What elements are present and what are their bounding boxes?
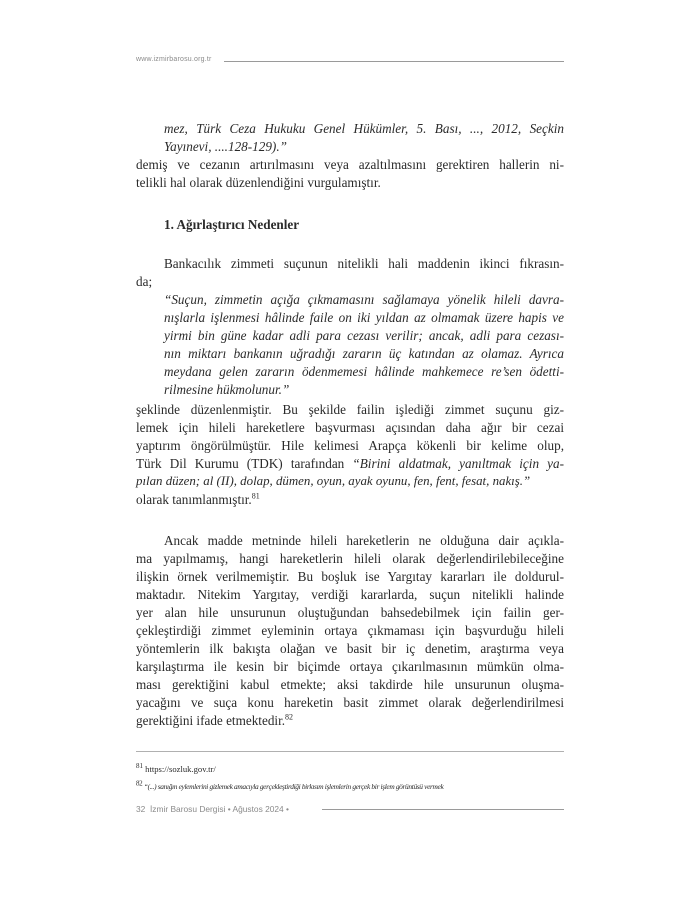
- para3-line-1: şeklinde düzenlenmiştir. Bu şekilde failin işlediği zimmet suçunu giz-: [136, 402, 564, 417]
- quote1-line-1: mez, Türk Ceza Hukuku Genel Hükümler, 5. Bası, ..., 2012, Seçkin: [164, 121, 564, 136]
- footnote-ref-82: 82: [285, 712, 294, 722]
- para4-line-8: karşılaştırma ile kesin bir biçimde ortaya çıkarılmasının mümkün olma-: [136, 659, 564, 674]
- footnote-ref-81: 81: [251, 491, 260, 501]
- para4-line-11: [136, 713, 293, 729]
- para2-line-1: Bankacılık zimmeti suçunun nitelikli hali maddenin ikinci fıkrasın-: [164, 256, 564, 271]
- quote2-line-1: “Suçun, zimmetin açığa çıkmamasını sağlamaya yönelik hileli davra-: [164, 292, 564, 307]
- footnote-81: [136, 764, 216, 774]
- para4-line-2: ma yapılmamış, hangi hareketlerin hileli olarak değerlendirilebileceğine: [136, 551, 564, 566]
- header-url: www.izmirbarosu.org.tr: [136, 56, 212, 63]
- footnote-82: [136, 779, 444, 791]
- para1-line-2: telikli hal olarak düzenlendiğini vurgulamıştır.: [136, 175, 381, 190]
- para4-line-7: yöntemlerin ilk bakışta olağan ve basit bir iç denetim, araştırma veya: [136, 641, 564, 656]
- tdk-definition-end: pılan düzen; al (II), dolap, dümen, oyun, ayak oyunu, fen, fent, fesat, nakış.”: [136, 474, 531, 488]
- para3-line-6: [136, 492, 260, 508]
- para4-line-4: maktadır. Nitekim Yargıtay, verdiği kararlarda, suçun nitelikli halinde: [136, 587, 564, 602]
- para4-line-9: ması gerektiğini kabul etmekte; aksi takdirde hile unsurunun oluşma-: [136, 677, 564, 692]
- quote2-line-2: nışlarla işlenmesi hâlinde faile on iki yıldan az olmamak üzere hapis ve: [164, 310, 564, 325]
- quote2-line-4: nın miktarı bankanın uğradığı zararın üç katından az olamaz. Ayrıca: [164, 346, 564, 361]
- para4-line-11-text: gerektiğini ifade etmektedir.: [136, 713, 286, 728]
- para3-line-4-text: Türk Dil Kurumu (TDK) tarafından: [136, 456, 353, 471]
- quote2-line-5: meydana gelen zararın ödenmemesi hâlinde mahkemece re’sen ödetti-: [164, 364, 564, 379]
- quote1-line-2: Yayınevi, ....128-129).”: [164, 139, 287, 154]
- para3-line-4: [136, 456, 564, 472]
- footnote-81-link[interactable]: https://sozluk.gov.tr/: [145, 764, 216, 774]
- quote2-line-3: yirmi bin güne kadar adli para cezası verilir; ancak, adli para cezası-: [164, 328, 564, 343]
- journal-name: İzmir Barosu Dergisi • Ağustos 2024 •: [149, 804, 289, 814]
- para4-line-6: çekleştirdiği zimmet eyleminin ortaya çıkmaması için başvurduğu hileli: [136, 623, 564, 638]
- footnote-81-number: 81: [136, 762, 143, 771]
- para4-line-10: yacağını ve suça konu hareketin basit zimmet olarak değerlendirilmesi: [136, 695, 564, 710]
- footer-divider: [322, 809, 564, 810]
- para2-line-2: da;: [136, 274, 153, 289]
- footnote-divider: [136, 751, 564, 752]
- page-footer: [136, 804, 289, 814]
- header-divider: [224, 61, 564, 62]
- footnote-82-text: “(...) sanığın eylemlerini gizlemek amacıyla gerçekleştirdiği birkısım işlemlerin gerçek bir işlem görüntüsü vermek: [143, 782, 444, 791]
- para4-line-3: ilişkin örnek verilmemiştir. Bu boşluk ise Yargıtay kararları ile doldurul-: [136, 569, 564, 584]
- para4-line-5: yer alan hile unsurunun oluştuğundan bahsedebilmek için failin ger-: [136, 605, 564, 620]
- page-number: 32: [136, 804, 146, 814]
- para3-line-2: lemek için hileli hareketlere başvurması açısından daha ağır bir cezai: [136, 420, 564, 435]
- footnote-82-number: 82: [136, 779, 143, 788]
- para3-line-3: yaptırım öngörülmüştür. Hile kelimesi Arapça kökenli bir kelime olup,: [136, 438, 564, 453]
- section-heading: 1. Ağırlaştırıcı Nedenler: [164, 217, 300, 232]
- tdk-definition-start: “Birini aldatmak, yanıltmak için ya-: [352, 456, 564, 471]
- para1-line-1: demiş ve cezanın artırılmasını veya azaltılmasını gerektiren hallerin ni-: [136, 157, 564, 172]
- para4-line-1: Ancak madde metninde hileli hareketlerin ne olduğuna dair açıkla-: [164, 533, 564, 548]
- para3-line-6-text: olarak tanımlanmıştır.: [136, 492, 252, 507]
- quote2-line-6: rilmesine hükmolunur.”: [164, 382, 290, 397]
